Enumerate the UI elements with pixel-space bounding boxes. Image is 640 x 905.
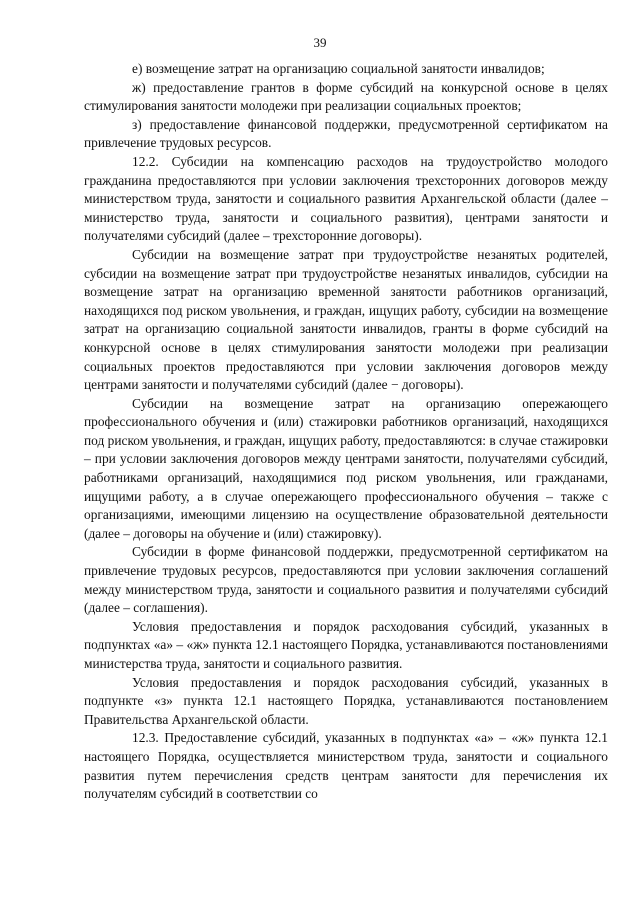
paragraph-subsidies-employment: Субсидии на возмещение затрат при трудоустройстве незанятых родителей, субсидии на возмещение затрат при трудоустройстве незанятых инвалидов, субсидии на возмещение затрат на организацию временной занятости работников организаций, находящихся под риском увольнения, и граждан, ищущих работу, субсидии на возмещение затрат на организацию социальной занятости инвалидов, гранты в форме субсидий на конкурсной основе в целях стимулирования занятости молодежи при реализации социальных проектов предоставляются при условии заключения договоров между центрами занятости и получателями субсидий (далее − договоры).: [84, 246, 608, 393]
document-body: [84, 60, 608, 804]
list-item-e: е) возмещение затрат на организацию социальной занятости инвалидов;: [132, 61, 545, 76]
paragraph-12-2: 12.2. Субсидии на компенсацию расходов на трудоустройство молодого гражданина предоставляются при условии заключения трехсторонних договоров между министерством труда, занятости и социального развития Архангельской области (далее – министерство труда, занятости и социального развития), центрами занятости и получателями субсидий (далее – трехсторонние договоры).: [84, 153, 608, 244]
page-number: 39: [313, 35, 327, 50]
paragraph-subsidies-certificate: Субсидии в форме финансовой поддержки, предусмотренной сертификатом на привлечение трудовых ресурсов, предоставляются при условии заключения соглашений между министерством труда, занятости и социального развития и получателями субсидий (далее – соглашения).: [84, 544, 608, 616]
paragraph-conditions-a-zh: Условия предоставления и порядок расходования субсидий, указанных в подпунктах «а» – «ж» пункта 12.1 настоящего Порядка, устанавливаются постановлениями министерства труда, занятости и социального развития.: [84, 618, 608, 671]
paragraph-subsidies-training: Субсидии на возмещение затрат на организацию опережающего профессионального обучения и (или) стажировки работников организаций, находящихся под риском увольнения, и граждан, ищущих работу, предоставляются: в случае стажировки – при условии заключения договоров между центрами занятости, получателями субсидий, работниками организаций, находящимися под риском увольнения, или гражданами, ищущими работу, а в случае опережающего профессионального обучения – также с организациями, имеющими лицензию на осуществление образовательной деятельности (далее – договоры на обучение и (или) стажировку).: [84, 395, 608, 541]
paragraph-12-3: 12.3. Предоставление субсидий, указанных в подпунктах «а» – «ж» пункта 12.1 настоящего Порядка, осуществляется министерством труда, занятости и социального развития путем перечисления средств центрам занятости для перечисления их получателям субсидий в соответствии со: [84, 730, 608, 802]
paragraph-conditions-z: Условия предоставления и порядок расходования субсидий, указанных в подпункте «з» пункта 12.1 настоящего Порядка, устанавливаются постановлением Правительства Архангельской области.: [84, 674, 608, 727]
list-item-z: з) предоставление финансовой поддержки, предусмотренной сертификатом на привлечение трудовых ресурсов.: [84, 116, 608, 151]
list-item-zh: ж) предоставление грантов в форме субсидий на конкурсной основе в целях стимулирования занятости молодежи при реализации социальных проектов;: [84, 79, 608, 114]
